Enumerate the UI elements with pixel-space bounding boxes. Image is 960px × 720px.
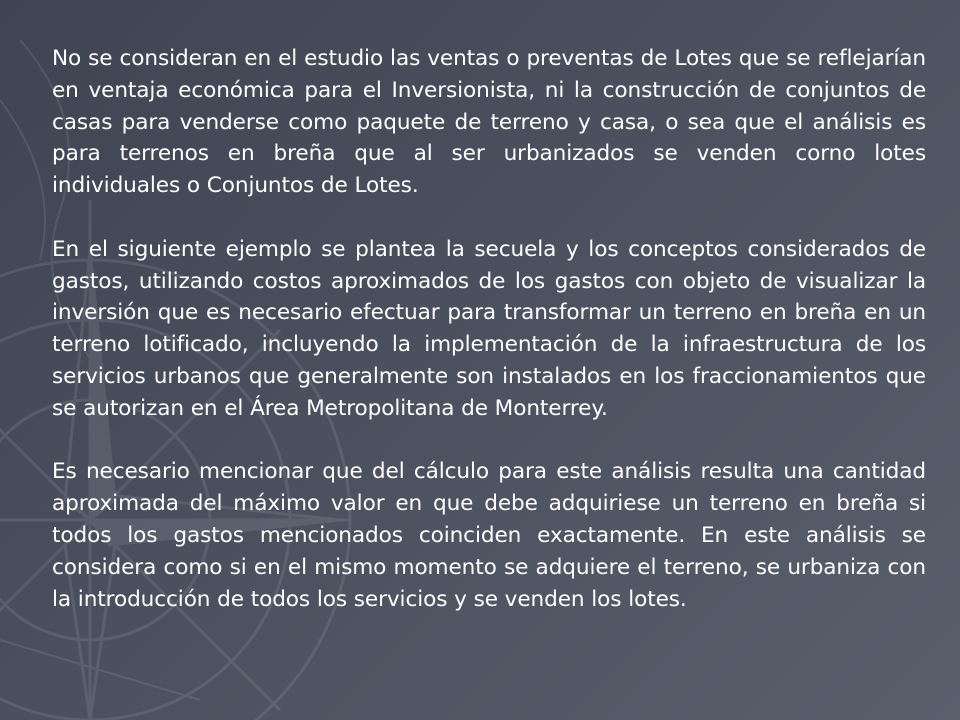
slide-body <box>52 43 926 615</box>
paragraph-example: En el siguiente ejemplo se plantea la secuela y los conceptos considerados de gastos, utilizando costos aproximados de los gastos con objeto de visualizar la inversión que es necesario efectuar para transformar un terreno en breña en un terreno lotificado, incluyendo la implementación de la infraestructura de los servicios urbanos que generalmente son instalados en los fraccionamientos que se autorizan en el Área Metropolitana de Monterrey. <box>52 236 926 421</box>
paragraph-conclusion: Es necesario mencionar que del cálculo para este análisis resulta una cantidad aproximada del máximo valor en que debe adquiriese un terreno en breña si todos los gastos mencionados coinciden exactamente. En este análisis se considera como si en el mismo momento se adquiere el terreno, se urbaniza con la introducción de todos los servicios y se venden los lotes. <box>52 459 926 612</box>
paragraph-scope: No se consideran en el estudio las ventas o preventas de Lotes que se reflejarían en ventaja económica para el Inversionista, ni la construcción de conjuntos de casas para venderse como paquete de terreno y casa, o sea que el análisis es para terrenos en breña que al ser urbanizados se venden corno lotes individuales o Conjuntos de Lotes. <box>52 46 926 199</box>
